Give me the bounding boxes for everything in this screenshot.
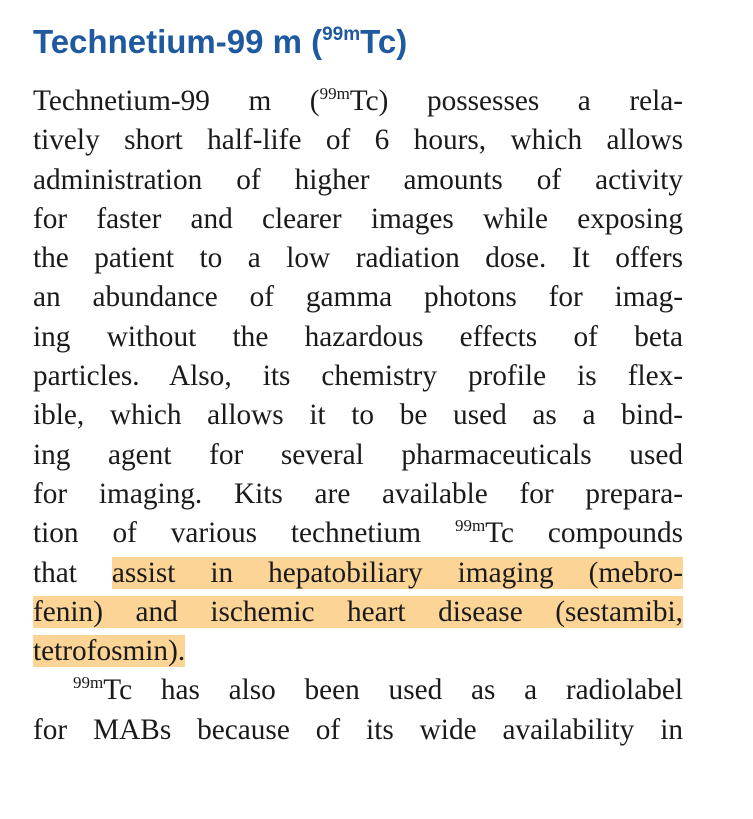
section-heading (33, 22, 683, 62)
text-line: ing agent for several pharmaceuticals used (33, 438, 683, 471)
text-line: for imaging. Kits are available for prepara- (33, 477, 683, 510)
highlighted-text: assist in hepatobiliary imaging (mebro- (111, 556, 683, 589)
isotope-superscript: 99m (319, 84, 350, 103)
text-line (33, 671, 683, 710)
paragraph-2 (33, 671, 683, 750)
heading-text-after: Tc) (360, 23, 408, 60)
heading-isotope-superscript: 99m (322, 24, 361, 45)
text-line (33, 632, 683, 671)
text-line: tively short half-life of 6 hours, which allows (33, 124, 683, 157)
highlighted-text: fenin) and ischemic heart disease (sestamibi, (33, 595, 683, 628)
inline-text: that (33, 556, 112, 589)
inline-text: tion of various technetium (33, 517, 455, 550)
text-line: an abundance of gamma photons for imag- (33, 281, 683, 314)
isotope-superscript: 99m (73, 673, 104, 693)
inline-text: Technetium-99 m ( (33, 85, 320, 117)
text-line: for faster and clearer images while exposing (33, 202, 683, 235)
text-line: ing without the hazardous effects of beta (33, 320, 683, 353)
heading-text-before: Technetium-99 m ( (33, 23, 323, 60)
text-line: particles. Also, its chemistry profile is flex- (33, 360, 683, 393)
inline-text: Tc compounds (485, 517, 683, 550)
document-page (33, 22, 683, 750)
paragraph-1 (33, 82, 683, 671)
text-line (33, 514, 683, 553)
text-line (33, 593, 683, 632)
text-line (33, 554, 683, 593)
text-line: administration of higher amounts of activity (33, 163, 683, 196)
text-line: ible, which allows it to be used as a bind- (33, 399, 683, 432)
inline-text: Tc) possesses a rela- (349, 85, 683, 117)
text-line: for MABs because of its wide availability in (33, 713, 683, 746)
highlighted-text: tetrofosmin). (33, 635, 186, 668)
text-line: the patient to a low radiation dose. It offers (33, 242, 683, 275)
isotope-superscript: 99m (454, 516, 486, 536)
inline-text: Tc has also been used as a radiolabel (103, 674, 683, 707)
text-line (33, 82, 683, 121)
